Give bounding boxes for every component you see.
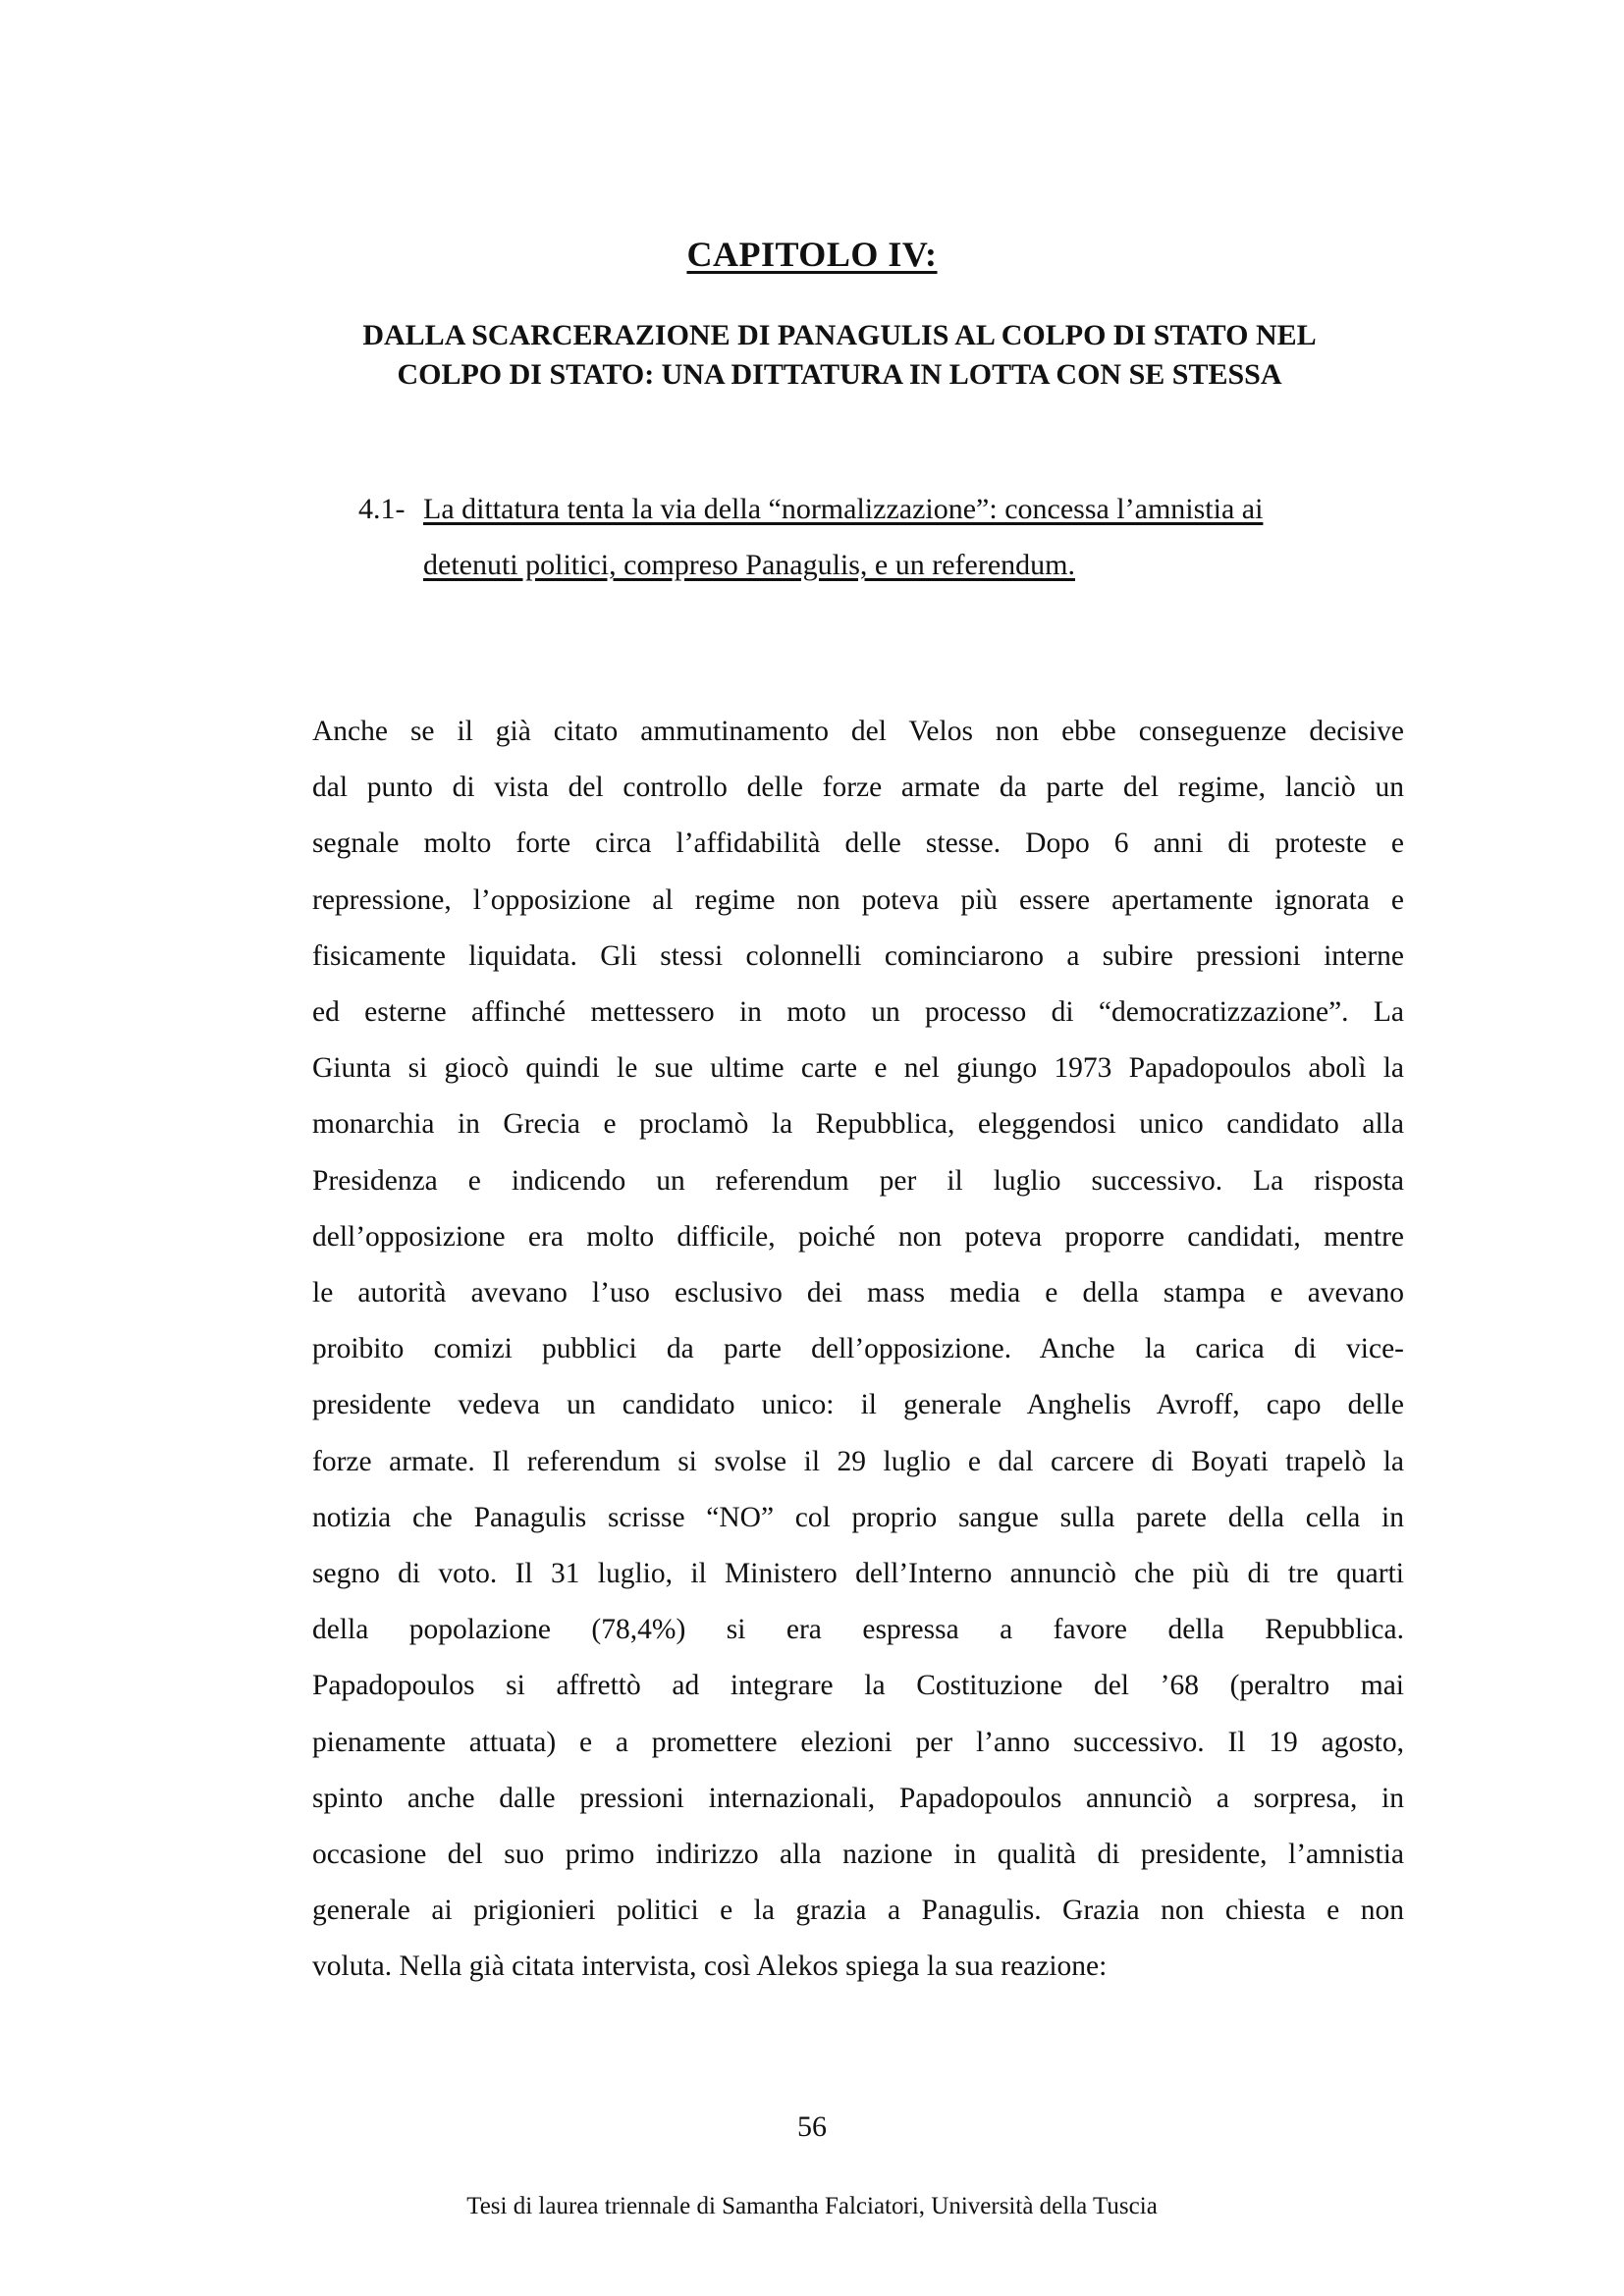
body-line: forze armate. Il referendum si svolse il 29 luglio e dal carcere di Boyati trapelò la: [312, 1445, 1404, 1477]
chapter-title: CAPITOLO IV:: [686, 235, 938, 274]
section-title-line: detenuti politici, compreso Panagulis, e un referendum.: [423, 549, 1075, 581]
body-line: notizia che Panagulis scrisse “NO” col proprio sangue sulla parete della cella in: [312, 1501, 1404, 1533]
chapter-subtitle: [295, 316, 1384, 395]
body-line: fisicamente liquidata. Gli stessi colonnelli cominciarono a subire pressioni interne: [312, 939, 1404, 972]
body-line: Papadopoulos si affrettò ad integrare la Costituzione del ’68 (peraltro mai: [312, 1670, 1404, 1702]
body-line: dal punto di vista del controllo delle forze armate da parte del regime, lanciò un: [312, 772, 1404, 804]
body-line: Anche se il già citato ammutinamento del Velos non ebbe conseguenze decisive: [312, 716, 1404, 747]
body-line: ed esterne affinché mettessero in moto un processo di “democratizzazione”. La: [312, 996, 1404, 1029]
body-line: occasione del suo primo indirizzo alla nazione in qualità di presidente, l’amnistia: [312, 1839, 1404, 1871]
page-number: 56: [797, 2110, 827, 2143]
body-line: segno di voto. Il 31 luglio, il Ministero dell’Interno annunciò che più di tre quarti: [312, 1558, 1404, 1590]
body-line: Presidenza e indicendo un referendum per il luglio successivo. La risposta: [312, 1164, 1404, 1197]
body-line: voluta. Nella già citata intervista, così Alekos spiega la sua reazione:: [312, 1950, 1108, 1983]
chapter-subtitle-line: DALLA SCARCERAZIONE DI PANAGULIS AL COLPO DI STATO NEL: [362, 319, 1317, 351]
body-line: della popolazione (78,4%) si era espressa a favore della Repubblica.: [312, 1614, 1404, 1646]
body-line: repressione, l’opposizione al regime non poteva più essere apertamente ignorata e: [312, 883, 1404, 916]
body-line: le autorità avevano l’uso esclusivo dei mass media e della stampa e avevano: [312, 1277, 1404, 1309]
body-line: pienamente attuata) e a promettere elezioni per l’anno successivo. Il 19 agosto,: [312, 1726, 1404, 1758]
body-line: presidente vedeva un candidato unico: il generale Anghelis Avroff, capo delle: [312, 1389, 1404, 1421]
body-line: Giunta si giocò quindi le sue ultime carte e nel giungo 1973 Papadopoulos abolì la: [312, 1052, 1404, 1085]
body-line: spinto anche dalle pressioni internazionali, Papadopoulos annunciò a sorpresa, in: [312, 1782, 1404, 1814]
body-line: segnale molto forte circa l’affidabilità delle stesse. Dopo 6 anni di proteste e: [312, 828, 1404, 860]
footer-note: Tesi di laurea triennale di Samantha Falciatori, Università della Tuscia: [466, 2193, 1158, 2219]
chapter-subtitle-line: COLPO DI STATO: UNA DITTATURA IN LOTTA CON SE STESSA: [397, 358, 1282, 391]
body-line: generale ai prigionieri politici e la grazia a Panagulis. Grazia non chiesta e non: [312, 1895, 1404, 1927]
body-line: dell’opposizione era molto difficile, poiché non poteva proporre candidati, mentre: [312, 1220, 1404, 1253]
section-title: [423, 481, 1395, 593]
body-line: proibito comizi pubblici da parte dell’opposizione. Anche la carica di vice-: [312, 1333, 1404, 1365]
section-number: 4.1-: [358, 493, 406, 525]
body-paragraph: [312, 704, 1404, 1996]
body-line: monarchia in Grecia e proclamò la Repubblica, eleggendosi unico candidato alla: [312, 1108, 1404, 1141]
section-title-line: La dittatura tenta la via della “normalizzazione”: concessa l’amnistia ai: [423, 493, 1264, 525]
